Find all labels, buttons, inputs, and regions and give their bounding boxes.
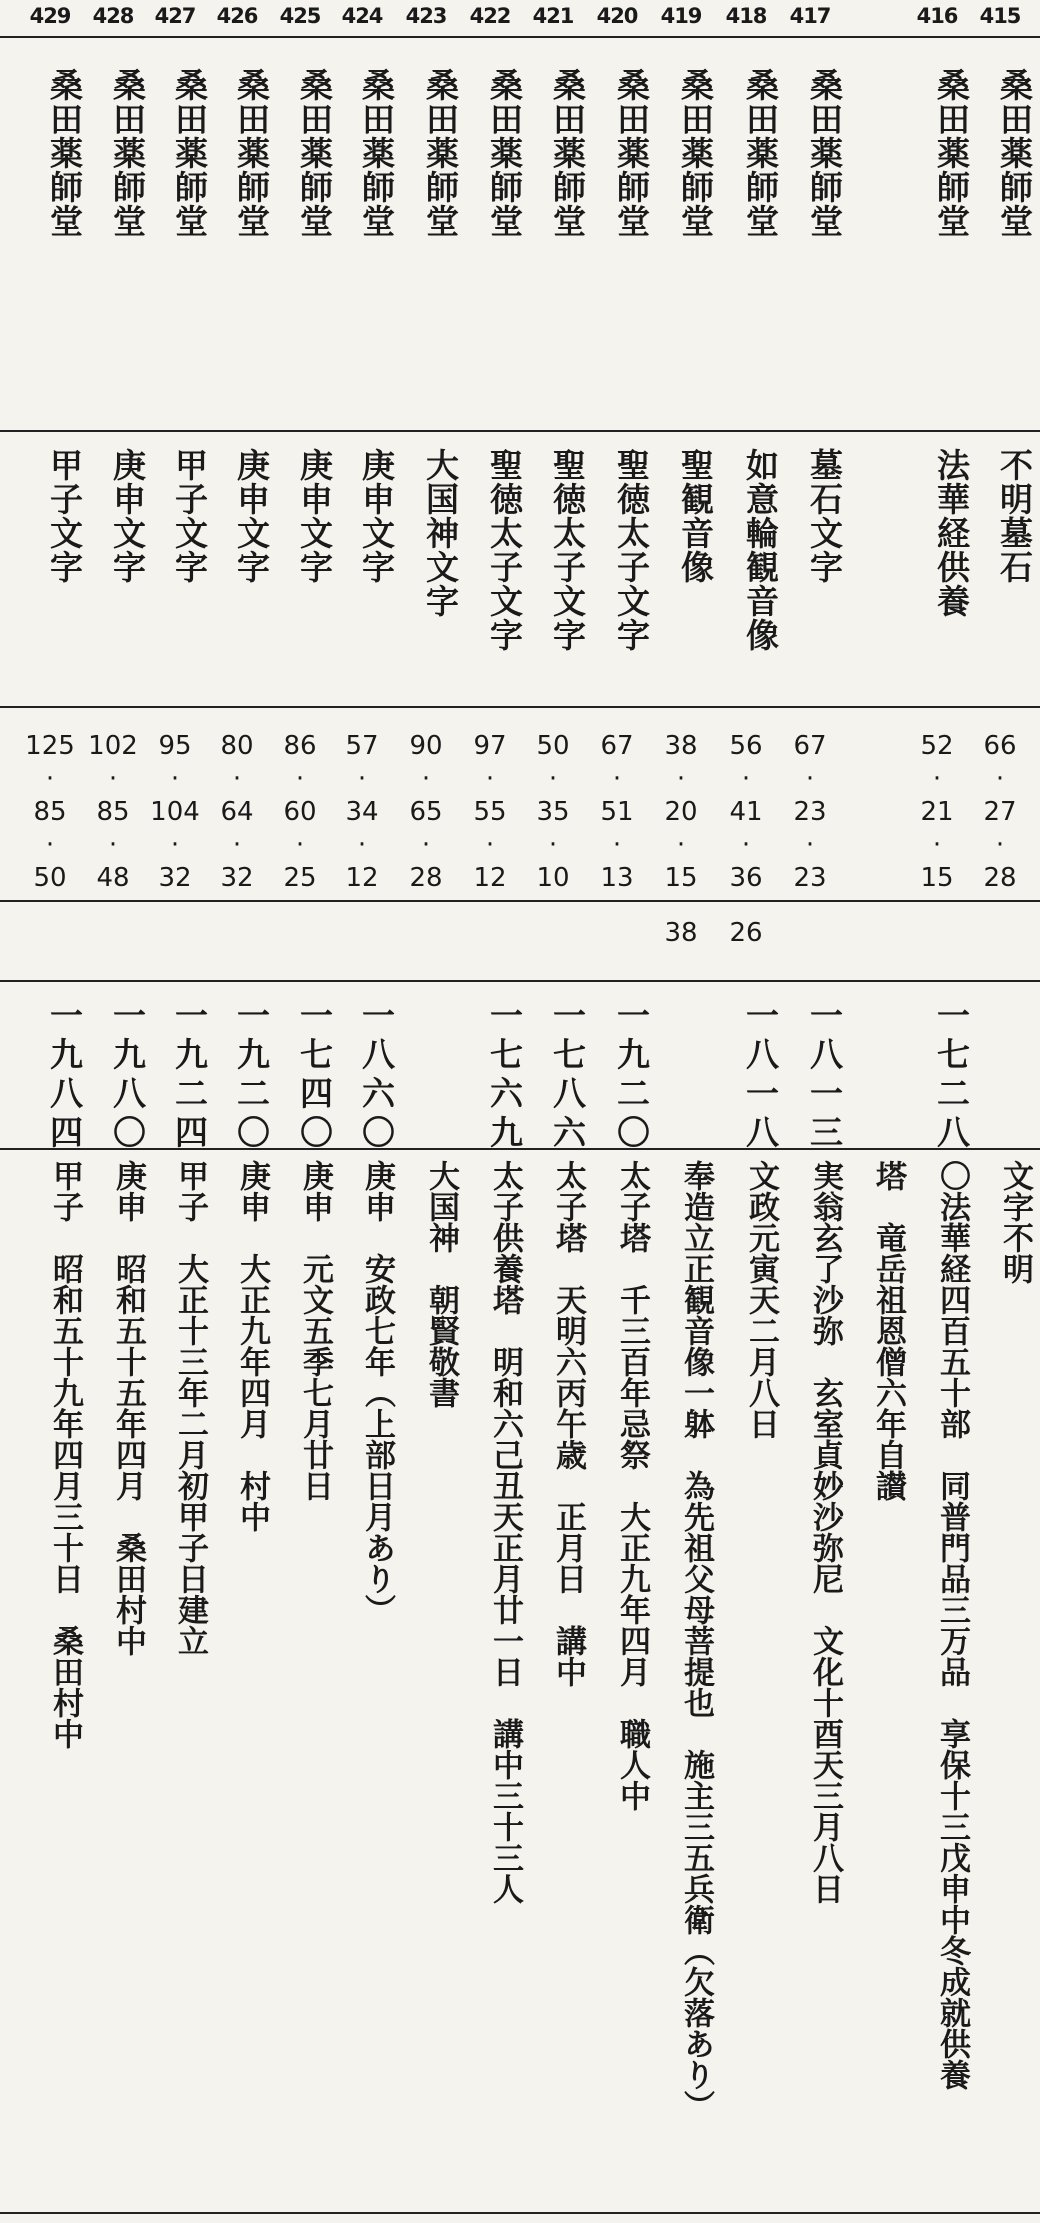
inscription-text: 太子塔 天明六丙午歳 正月日 講中 [550,1160,586,1687]
dimension-value: 67 [600,731,634,761]
dimension-value: 23 [793,797,827,827]
dimension-value: 32 [158,863,192,893]
entry-number: 428 [92,4,134,28]
dimension-separator: · [676,764,686,794]
location-text: 桑田薬師堂 [295,68,334,238]
table-column [268,0,332,2223]
dimension-value: 20 [664,797,698,827]
dimension-separator: · [932,830,942,860]
entry-number: 416 [916,4,958,28]
kind-text: 庚申文字 [232,448,271,584]
kind-text: 聖徳太子文字 [485,448,524,652]
dimension-value: 41 [729,797,763,827]
table-column [143,0,207,2223]
location-text: 桑田薬師堂 [548,68,587,238]
location-text: 桑田薬師堂 [805,68,844,238]
dimension-separator: · [232,830,242,860]
dimension-separator: · [357,830,367,860]
dimensions [143,724,207,900]
dimension-separator: · [676,830,686,860]
dimensions [205,724,269,900]
kind-text: 聖観音像 [676,448,715,584]
table-column [585,0,649,2223]
dimension-separator: · [295,830,305,860]
dimension-separator: · [295,764,305,794]
table-column [714,0,778,2223]
inscription-text: 庚申 昭和五十五年四月 桑田村中 [110,1160,146,1656]
entry-number: 422 [469,4,511,28]
dimension-value: 66 [983,731,1017,761]
dimension-value: 28 [409,863,443,893]
dimension-separator: · [485,830,495,860]
dimensions [968,724,1032,900]
location-text: 桑田薬師堂 [741,68,780,238]
dimension-value: 52 [920,731,954,761]
dimension-separator: · [612,764,622,794]
location-text: 桑田薬師堂 [170,68,209,238]
year-text: 一七八六 [548,998,587,1154]
dimension-separator: · [170,764,180,794]
inscription-text: 甲子 昭和五十九年四月三十日 桑田村中 [47,1160,83,1749]
kind-text: 墓石文字 [805,448,844,584]
entry-number: 420 [596,4,638,28]
kind-text: 聖徳太子文字 [548,448,587,652]
kind-text: 不明墓石 [995,448,1034,584]
entry-number: 419 [660,4,702,28]
inscription-text: 塔 竜岳祖恩僧六年自讃 [870,1160,906,1501]
kind-text: 庚申文字 [108,448,147,584]
inscription-text: 文政元寅天二月八日 [743,1160,779,1439]
dimensions [778,724,842,900]
location-text: 桑田薬師堂 [421,68,460,238]
entry-number: 429 [29,4,71,28]
kind-text: 大国神文字 [421,448,460,618]
dimensions [714,724,778,900]
table-column [18,0,82,2223]
location-text: 桑田薬師堂 [232,68,271,238]
location-text: 桑田薬師堂 [485,68,524,238]
entry-number: 423 [405,4,447,28]
dimension-value: 50 [536,731,570,761]
dimension-separator: · [741,764,751,794]
entry-number: 425 [279,4,321,28]
dimension-value: 27 [983,797,1017,827]
dimension-value: 125 [25,731,75,761]
entry-number: 415 [979,4,1021,28]
table-column [968,0,1032,2223]
year-text: 一九二〇 [612,998,651,1154]
inscription-text: 庚申 元文五季七月廿日 [297,1160,333,1501]
year-text: 一九二四 [170,998,209,1154]
dimension-separator: · [485,764,495,794]
dimension-separator: · [805,764,815,794]
year-text: 一七四〇 [295,998,334,1154]
dimension-value: 35 [536,797,570,827]
year-text: 一八一八 [741,998,780,1154]
dimensions [81,724,145,900]
dimension-value: 28 [983,863,1017,893]
inscription-text: 太子供養塔 明和六己丑天正月廿一日 講中三十三人 [487,1160,523,1904]
dimension-value: 56 [729,731,763,761]
inscription-text: 文字不明 [997,1160,1033,1284]
dimensions [330,724,394,900]
inscription-text: 奉造立正観音像一躰 為先祖父母菩提也 施主三五兵衛（欠落あり） [678,1160,714,2121]
dimension-value: 21 [920,797,954,827]
dimension-value: 15 [920,863,954,893]
entry-number: 417 [789,4,831,28]
inscription-text: 庚申 安政七年（上部日月あり） [359,1160,395,1625]
dimension-separator: · [995,830,1005,860]
inscription-text: 実翁玄了沙弥 玄室貞妙沙弥尼 文化十酉天三月八日 [807,1160,843,1904]
dimension-value: 102 [88,731,138,761]
year-text: 一八一三 [805,998,844,1154]
dimension-value: 10 [536,863,570,893]
table-column [205,0,269,2223]
dimension-value: 95 [158,731,192,761]
dimension-separator: · [548,764,558,794]
dimension-value: 38 [664,731,698,761]
table-column [458,0,522,2223]
entry-number: 421 [532,4,574,28]
dimension-value: 64 [220,797,254,827]
kind-text: 聖徳太子文字 [612,448,651,652]
dimension-separator: · [108,830,118,860]
year-text: 一七二八 [932,998,971,1154]
year-text: 一九二〇 [232,998,271,1154]
extra-value: 26 [729,918,763,948]
dimensions [585,724,649,900]
dimensions [521,724,585,900]
entry-number: 418 [725,4,767,28]
dimension-value: 12 [345,863,379,893]
dimension-separator: · [45,830,55,860]
inscription-text: 庚申 大正九年四月 村中 [234,1160,270,1532]
dimension-separator: · [357,764,367,794]
dimension-value: 48 [96,863,130,893]
entry-number: 424 [341,4,383,28]
dimension-value: 36 [729,863,763,893]
dimensions [268,724,332,900]
dimension-value: 85 [33,797,67,827]
dimension-value: 86 [283,731,317,761]
location-text: 桑田薬師堂 [357,68,396,238]
dimension-separator: · [232,764,242,794]
inscription-text: 大国神 朝賢敬書 [423,1160,459,1408]
dimensions [905,724,969,900]
table-column [521,0,585,2223]
year-text: 一八六〇 [357,998,396,1154]
kind-text: 庚申文字 [357,448,396,584]
year-text: 一九八四 [45,998,84,1154]
table-column [841,0,905,2223]
table-column [330,0,394,2223]
dimension-separator: · [170,830,180,860]
dimension-separator: · [421,764,431,794]
inscription-text: 太子塔 千三百年忌祭 大正九年四月 職人中 [614,1160,650,1811]
dimension-separator: · [108,764,118,794]
extra-value: 38 [664,918,698,948]
dimension-value: 23 [793,863,827,893]
dimension-value: 57 [345,731,379,761]
kind-text: 甲子文字 [45,448,84,584]
table-column [905,0,969,2223]
dimensions [18,724,82,900]
location-text: 桑田薬師堂 [932,68,971,238]
location-text: 桑田薬師堂 [45,68,84,238]
kind-text: 甲子文字 [170,448,209,584]
dimension-value: 97 [473,731,507,761]
dimension-separator: · [805,830,815,860]
dimension-separator: · [741,830,751,860]
location-text: 桑田薬師堂 [676,68,715,238]
dimension-separator: · [548,830,558,860]
kind-text: 如意輪観音像 [741,448,780,652]
dimension-value: 55 [473,797,507,827]
location-text: 桑田薬師堂 [995,68,1034,238]
location-text: 桑田薬師堂 [108,68,147,238]
dimension-value: 80 [220,731,254,761]
dimension-value: 50 [33,863,67,893]
dimension-separator: · [612,830,622,860]
inscription-text: 甲子 大正十三年二月初甲子日建立 [172,1160,208,1656]
kind-text: 庚申文字 [295,448,334,584]
dimension-separator: · [932,764,942,794]
dimension-value: 65 [409,797,443,827]
dimensions [394,724,458,900]
dimension-value: 90 [409,731,443,761]
table-column [81,0,145,2223]
dimension-value: 25 [283,863,317,893]
year-text: 一七六九 [485,998,524,1154]
dimension-separator: · [421,830,431,860]
dimension-value: 34 [345,797,379,827]
kind-text: 法華経供養 [932,448,971,618]
year-text: 一九八〇 [108,998,147,1154]
dimension-value: 60 [283,797,317,827]
inscription-text: 〇法華経四百五十部 同普門品三万品 享保十三戊申中冬成就供養 [934,1160,970,2090]
dimension-value: 15 [664,863,698,893]
dimensions [458,724,522,900]
dimension-value: 104 [150,797,200,827]
entry-number: 426 [216,4,258,28]
location-text: 桑田薬師堂 [612,68,651,238]
dimension-separator: · [45,764,55,794]
dimension-value: 32 [220,863,254,893]
dimension-value: 51 [600,797,634,827]
dimension-separator: · [995,764,1005,794]
dimension-value: 12 [473,863,507,893]
dimensions [649,724,713,900]
dimension-value: 85 [96,797,130,827]
table-column [649,0,713,2223]
table-column [394,0,458,2223]
dimension-value: 13 [600,863,634,893]
entry-number: 427 [154,4,196,28]
dimension-value: 67 [793,731,827,761]
table-column [778,0,842,2223]
